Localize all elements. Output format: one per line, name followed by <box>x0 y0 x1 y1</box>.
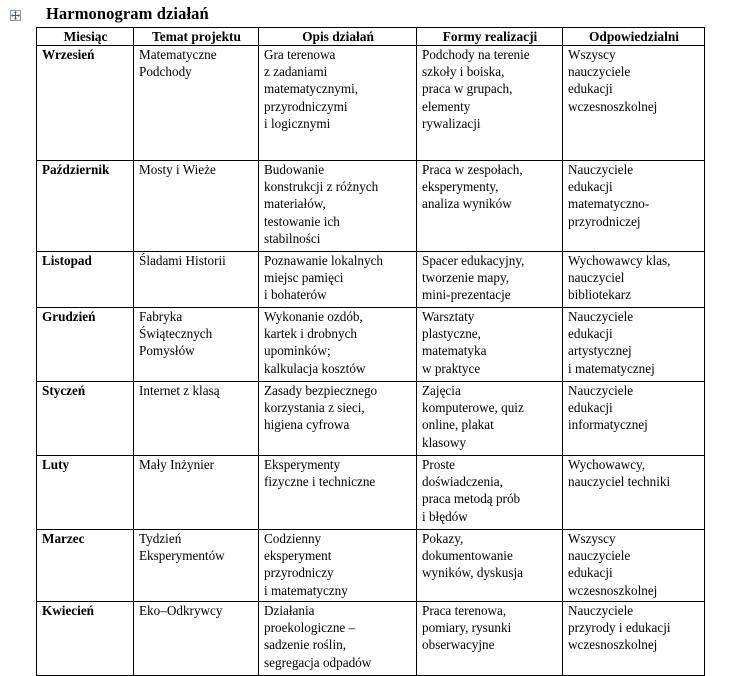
forms-cell[interactable]: Praca terenowa, pomiary, rysunki obserwacyjne <box>417 602 563 676</box>
table-row <box>37 308 705 382</box>
month-cell[interactable]: Marzec <box>37 530 134 602</box>
move-cross-icon <box>11 11 20 20</box>
topic-cell[interactable]: Eko–Odkrywcy <box>134 602 259 676</box>
description-cell[interactable]: Gra terenowa z zadaniami matematycznymi, przyrodniczymi i logicznymi <box>259 46 417 161</box>
topic-cell[interactable]: Tydzień Eksperymentów <box>134 530 259 602</box>
table-row <box>37 530 705 602</box>
forms-cell[interactable]: Zajęcia komputerowe, quiz online, plakat klasowy <box>417 382 563 456</box>
description-cell[interactable]: Zasady bezpiecznego korzystania z sieci, higiena cyfrowa <box>259 382 417 456</box>
responsible-cell[interactable]: Wszyscy nauczyciele edukacji wczesnoszkolnej <box>563 530 705 602</box>
topic-cell[interactable]: Mosty i Wieże <box>134 161 259 252</box>
description-cell[interactable]: Poznawanie lokalnych miejsc pamięci i bohaterów <box>259 252 417 308</box>
table-header-row <box>37 28 705 46</box>
topic-cell[interactable]: Mały Inżynier <box>134 456 259 530</box>
forms-cell[interactable]: Podchody na terenie szkoły i boiska, praca w grupach, elementy rywalizacji <box>417 46 563 161</box>
description-cell[interactable]: Działania proekologiczne – sadzenie roślin, segregacja odpadów <box>259 602 417 676</box>
topic-cell[interactable]: Śladami Historii <box>134 252 259 308</box>
description-cell[interactable]: Budowanie konstrukcji z różnych materiałów, testowanie ich stabilności <box>259 161 417 252</box>
topic-cell[interactable]: Matematyczne Podchody <box>134 46 259 161</box>
table-row <box>37 161 705 252</box>
responsible-cell[interactable]: Nauczyciele edukacji informatycznej <box>563 382 705 456</box>
topic-cell[interactable]: Fabryka Świątecznych Pomysłów <box>134 308 259 382</box>
responsible-cell[interactable]: Nauczyciele edukacji artystycznej i matematycznej <box>563 308 705 382</box>
month-cell[interactable]: Kwiecień <box>37 602 134 676</box>
column-header-forms: Formy realizacji <box>417 28 563 46</box>
description-cell[interactable]: Codzienny eksperyment przyrodniczy i matematyczny <box>259 530 417 602</box>
table-row <box>37 252 705 308</box>
month-cell[interactable]: Listopad <box>37 252 134 308</box>
responsible-cell[interactable]: Nauczyciele przyrody i edukacji wczesnoszkolnej <box>563 602 705 676</box>
month-cell[interactable]: Luty <box>37 456 134 530</box>
responsible-cell[interactable]: Wszyscy nauczyciele edukacji wczesnoszkolnej <box>563 46 705 161</box>
schedule-table <box>36 27 705 676</box>
table-row <box>37 456 705 530</box>
responsible-cell[interactable]: Wychowawcy klas, nauczyciel bibliotekarz <box>563 252 705 308</box>
table-row <box>37 382 705 456</box>
responsible-cell[interactable]: Nauczyciele edukacji matematyczno- przyrodniczej <box>563 161 705 252</box>
month-cell[interactable]: Grudzień <box>37 308 134 382</box>
forms-cell[interactable]: Pokazy, dokumentowanie wyników, dyskusja <box>417 530 563 602</box>
description-cell[interactable]: Wykonanie ozdób, kartek i drobnych upominków; kalkulacja kosztów <box>259 308 417 382</box>
forms-cell[interactable]: Proste doświadczenia, praca metodą prób i błędów <box>417 456 563 530</box>
forms-cell[interactable]: Warsztaty plastyczne, matematyka w praktyce <box>417 308 563 382</box>
column-header-description: Opis działań <box>259 28 417 46</box>
month-cell[interactable]: Styczeń <box>37 382 134 456</box>
table-row <box>37 46 705 161</box>
month-cell[interactable]: Wrzesień <box>37 46 134 161</box>
document-title: Harmonogram działań <box>46 4 209 23</box>
forms-cell[interactable]: Praca w zespołach, eksperymenty, analiza wyników <box>417 161 563 252</box>
description-cell[interactable]: Eksperymenty fizyczne i techniczne <box>259 456 417 530</box>
column-header-topic: Temat projektu <box>134 28 259 46</box>
column-header-responsible: Odpowiedzialni <box>563 28 705 46</box>
responsible-cell[interactable]: Wychowawcy, nauczyciel techniki <box>563 456 705 530</box>
column-header-month: Miesiąc <box>37 28 134 46</box>
month-cell[interactable]: Październik <box>37 161 134 252</box>
table-move-handle[interactable] <box>10 10 21 21</box>
topic-cell[interactable]: Internet z klasą <box>134 382 259 456</box>
table-row <box>37 602 705 676</box>
forms-cell[interactable]: Spacer edukacyjny, tworzenie mapy, mini-prezentacje <box>417 252 563 308</box>
